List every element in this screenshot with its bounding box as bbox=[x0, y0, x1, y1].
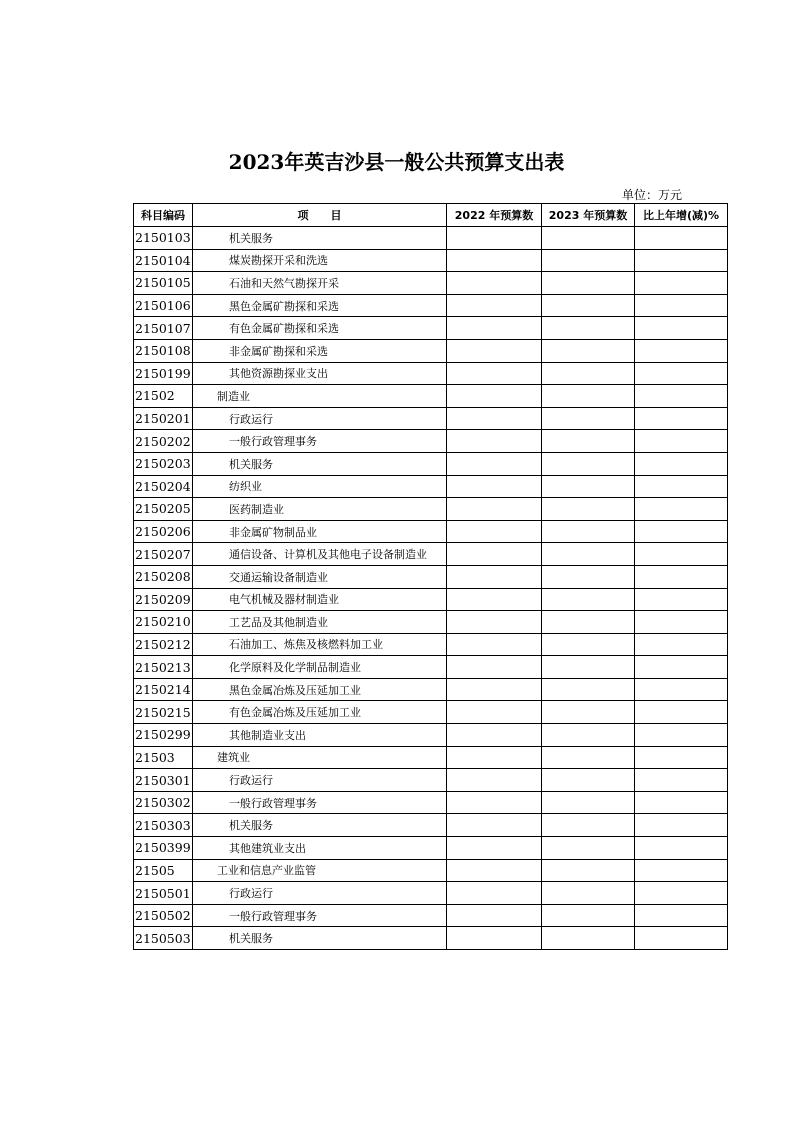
cell-budget-2022 bbox=[447, 543, 542, 566]
header-budget-2023: 2023 年预算数 bbox=[542, 204, 635, 227]
cell-name: 电气机械及器材制造业 bbox=[193, 588, 447, 611]
cell-name: 非金属矿物制品业 bbox=[193, 520, 447, 543]
cell-budget-2022 bbox=[447, 746, 542, 769]
cell-budget-2023 bbox=[542, 904, 635, 927]
cell-budget-2023 bbox=[542, 294, 635, 317]
cell-budget-2022 bbox=[447, 791, 542, 814]
cell-code: 2150214 bbox=[134, 678, 193, 701]
cell-budget-2023 bbox=[542, 407, 635, 430]
cell-name: 机关服务 bbox=[193, 452, 447, 475]
table-row bbox=[134, 520, 728, 543]
table-row bbox=[134, 430, 728, 453]
cell-budget-2022 bbox=[447, 927, 542, 950]
cell-budget-2023 bbox=[542, 769, 635, 792]
cell-budget-2023 bbox=[542, 385, 635, 408]
cell-code: 2150203 bbox=[134, 452, 193, 475]
cell-code: 2150209 bbox=[134, 588, 193, 611]
table-row bbox=[134, 385, 728, 408]
cell-name: 其他建筑业支出 bbox=[193, 837, 447, 860]
table-row bbox=[134, 611, 728, 634]
cell-change bbox=[635, 294, 728, 317]
table-row bbox=[134, 656, 728, 679]
cell-budget-2022 bbox=[447, 882, 542, 905]
cell-budget-2022 bbox=[447, 294, 542, 317]
cell-change bbox=[635, 498, 728, 521]
cell-budget-2023 bbox=[542, 837, 635, 860]
cell-change bbox=[635, 837, 728, 860]
cell-change bbox=[635, 249, 728, 272]
cell-budget-2022 bbox=[447, 452, 542, 475]
cell-budget-2023 bbox=[542, 633, 635, 656]
cell-budget-2023 bbox=[542, 882, 635, 905]
cell-budget-2022 bbox=[447, 430, 542, 453]
table-row bbox=[134, 769, 728, 792]
table-row bbox=[134, 791, 728, 814]
cell-code: 2150210 bbox=[134, 611, 193, 634]
table-row bbox=[134, 701, 728, 724]
cell-budget-2022 bbox=[447, 498, 542, 521]
cell-change bbox=[635, 317, 728, 340]
header-name: 项 目 bbox=[193, 204, 447, 227]
cell-change bbox=[635, 227, 728, 250]
cell-change bbox=[635, 724, 728, 747]
header-budget-2022: 2022 年预算数 bbox=[447, 204, 542, 227]
table-row bbox=[134, 904, 728, 927]
cell-code: 2150107 bbox=[134, 317, 193, 340]
table-row bbox=[134, 543, 728, 566]
cell-change bbox=[635, 362, 728, 385]
cell-budget-2022 bbox=[447, 475, 542, 498]
cell-name: 一般行政管理事务 bbox=[193, 904, 447, 927]
budget-table bbox=[133, 203, 728, 950]
cell-name: 石油加工、炼焦及核燃料加工业 bbox=[193, 633, 447, 656]
cell-name: 黑色金属矿勘探和采选 bbox=[193, 294, 447, 317]
table-row bbox=[134, 882, 728, 905]
cell-change bbox=[635, 633, 728, 656]
cell-name: 建筑业 bbox=[193, 746, 447, 769]
cell-name: 有色金属矿勘探和采选 bbox=[193, 317, 447, 340]
cell-code: 2150399 bbox=[134, 837, 193, 860]
cell-change bbox=[635, 407, 728, 430]
cell-name: 机关服务 bbox=[193, 814, 447, 837]
cell-budget-2022 bbox=[447, 565, 542, 588]
cell-code: 2150212 bbox=[134, 633, 193, 656]
cell-change bbox=[635, 611, 728, 634]
cell-budget-2022 bbox=[447, 588, 542, 611]
table-row bbox=[134, 633, 728, 656]
cell-change bbox=[635, 678, 728, 701]
cell-budget-2022 bbox=[447, 701, 542, 724]
cell-budget-2023 bbox=[542, 249, 635, 272]
cell-budget-2022 bbox=[447, 520, 542, 543]
cell-budget-2023 bbox=[542, 339, 635, 362]
cell-budget-2022 bbox=[447, 724, 542, 747]
cell-budget-2023 bbox=[542, 452, 635, 475]
table-row bbox=[134, 362, 728, 385]
cell-budget-2023 bbox=[542, 430, 635, 453]
cell-name: 医药制造业 bbox=[193, 498, 447, 521]
cell-budget-2022 bbox=[447, 317, 542, 340]
cell-code: 21505 bbox=[134, 859, 193, 882]
cell-name: 纺织业 bbox=[193, 475, 447, 498]
cell-budget-2023 bbox=[542, 543, 635, 566]
cell-code: 2150207 bbox=[134, 543, 193, 566]
cell-budget-2023 bbox=[542, 859, 635, 882]
unit-label: 单位：万元 bbox=[622, 188, 683, 202]
cell-code: 2150299 bbox=[134, 724, 193, 747]
cell-name: 机关服务 bbox=[193, 227, 447, 250]
cell-code: 2150106 bbox=[134, 294, 193, 317]
cell-change bbox=[635, 520, 728, 543]
cell-budget-2022 bbox=[447, 611, 542, 634]
cell-change bbox=[635, 791, 728, 814]
cell-change bbox=[635, 927, 728, 950]
cell-code: 2150105 bbox=[134, 272, 193, 295]
table-row bbox=[134, 339, 728, 362]
table-row bbox=[134, 814, 728, 837]
cell-budget-2023 bbox=[542, 746, 635, 769]
cell-change bbox=[635, 565, 728, 588]
cell-code: 2150303 bbox=[134, 814, 193, 837]
cell-budget-2022 bbox=[447, 656, 542, 679]
cell-change bbox=[635, 882, 728, 905]
cell-code: 21503 bbox=[134, 746, 193, 769]
cell-name: 工艺品及其他制造业 bbox=[193, 611, 447, 634]
cell-name: 行政运行 bbox=[193, 407, 447, 430]
cell-budget-2022 bbox=[447, 272, 542, 295]
cell-budget-2023 bbox=[542, 791, 635, 814]
cell-name: 其他资源勘探业支出 bbox=[193, 362, 447, 385]
cell-change bbox=[635, 859, 728, 882]
table-row bbox=[134, 498, 728, 521]
table-row bbox=[134, 588, 728, 611]
cell-budget-2022 bbox=[447, 227, 542, 250]
cell-change bbox=[635, 656, 728, 679]
cell-budget-2023 bbox=[542, 272, 635, 295]
table-row bbox=[134, 272, 728, 295]
cell-budget-2022 bbox=[447, 407, 542, 430]
cell-code: 2150301 bbox=[134, 769, 193, 792]
cell-budget-2022 bbox=[447, 249, 542, 272]
cell-change bbox=[635, 452, 728, 475]
cell-change bbox=[635, 543, 728, 566]
cell-code: 2150208 bbox=[134, 565, 193, 588]
cell-code: 2150213 bbox=[134, 656, 193, 679]
cell-budget-2023 bbox=[542, 678, 635, 701]
table-row bbox=[134, 227, 728, 250]
cell-budget-2023 bbox=[542, 565, 635, 588]
cell-budget-2022 bbox=[447, 859, 542, 882]
cell-budget-2022 bbox=[447, 769, 542, 792]
cell-change bbox=[635, 904, 728, 927]
cell-name: 其他制造业支出 bbox=[193, 724, 447, 747]
cell-code: 2150206 bbox=[134, 520, 193, 543]
table-row bbox=[134, 927, 728, 950]
cell-change bbox=[635, 769, 728, 792]
cell-code: 2150199 bbox=[134, 362, 193, 385]
cell-code: 2150503 bbox=[134, 927, 193, 950]
table-row bbox=[134, 452, 728, 475]
cell-budget-2023 bbox=[542, 656, 635, 679]
cell-name: 有色金属冶炼及压延加工业 bbox=[193, 701, 447, 724]
cell-code: 2150103 bbox=[134, 227, 193, 250]
cell-change bbox=[635, 385, 728, 408]
header-code: 科目编码 bbox=[134, 204, 193, 227]
cell-code: 2150201 bbox=[134, 407, 193, 430]
cell-name: 机关服务 bbox=[193, 927, 447, 950]
table-row bbox=[134, 565, 728, 588]
cell-budget-2023 bbox=[542, 701, 635, 724]
cell-change bbox=[635, 746, 728, 769]
cell-budget-2023 bbox=[542, 227, 635, 250]
table-body bbox=[134, 227, 728, 950]
cell-name: 煤炭勘探开采和洗选 bbox=[193, 249, 447, 272]
cell-name: 黑色金属冶炼及压延加工业 bbox=[193, 678, 447, 701]
cell-budget-2023 bbox=[542, 927, 635, 950]
header-change: 比上年增(减)% bbox=[635, 204, 728, 227]
cell-budget-2023 bbox=[542, 814, 635, 837]
cell-change bbox=[635, 339, 728, 362]
table-row bbox=[134, 678, 728, 701]
cell-name: 通信设备、计算机及其他电子设备制造业 bbox=[193, 543, 447, 566]
table-row bbox=[134, 837, 728, 860]
table-row bbox=[134, 475, 728, 498]
cell-code: 2150104 bbox=[134, 249, 193, 272]
cell-budget-2022 bbox=[447, 814, 542, 837]
cell-code: 21502 bbox=[134, 385, 193, 408]
cell-name: 行政运行 bbox=[193, 769, 447, 792]
cell-code: 2150302 bbox=[134, 791, 193, 814]
table-row bbox=[134, 294, 728, 317]
cell-budget-2022 bbox=[447, 678, 542, 701]
table-row bbox=[134, 407, 728, 430]
cell-code: 2150215 bbox=[134, 701, 193, 724]
cell-change bbox=[635, 272, 728, 295]
cell-budget-2023 bbox=[542, 520, 635, 543]
cell-change bbox=[635, 588, 728, 611]
cell-code: 2150502 bbox=[134, 904, 193, 927]
cell-budget-2023 bbox=[542, 588, 635, 611]
table-row bbox=[134, 249, 728, 272]
cell-budget-2022 bbox=[447, 385, 542, 408]
cell-budget-2022 bbox=[447, 633, 542, 656]
cell-budget-2022 bbox=[447, 904, 542, 927]
cell-budget-2023 bbox=[542, 317, 635, 340]
cell-change bbox=[635, 701, 728, 724]
table-row bbox=[134, 724, 728, 747]
cell-name: 一般行政管理事务 bbox=[193, 430, 447, 453]
cell-name: 非金属矿勘探和采选 bbox=[193, 339, 447, 362]
cell-change bbox=[635, 475, 728, 498]
cell-budget-2022 bbox=[447, 837, 542, 860]
cell-code: 2150108 bbox=[134, 339, 193, 362]
cell-code: 2150204 bbox=[134, 475, 193, 498]
cell-budget-2023 bbox=[542, 475, 635, 498]
cell-budget-2022 bbox=[447, 339, 542, 362]
cell-code: 2150205 bbox=[134, 498, 193, 521]
cell-name: 一般行政管理事务 bbox=[193, 791, 447, 814]
cell-budget-2023 bbox=[542, 724, 635, 747]
cell-budget-2023 bbox=[542, 362, 635, 385]
cell-code: 2150202 bbox=[134, 430, 193, 453]
cell-budget-2022 bbox=[447, 362, 542, 385]
table-row bbox=[134, 859, 728, 882]
cell-name: 工业和信息产业监管 bbox=[193, 859, 447, 882]
cell-name: 化学原料及化学制品制造业 bbox=[193, 656, 447, 679]
table-header-row bbox=[134, 204, 728, 227]
cell-code: 2150501 bbox=[134, 882, 193, 905]
cell-change bbox=[635, 814, 728, 837]
cell-name: 石油和天然气勘探开采 bbox=[193, 272, 447, 295]
cell-budget-2023 bbox=[542, 498, 635, 521]
table-row bbox=[134, 746, 728, 769]
table-row bbox=[134, 317, 728, 340]
cell-name: 行政运行 bbox=[193, 882, 447, 905]
page-title: 2023年英吉沙县一般公共预算支出表 bbox=[228, 150, 565, 174]
cell-name: 制造业 bbox=[193, 385, 447, 408]
cell-name: 交通运输设备制造业 bbox=[193, 565, 447, 588]
cell-budget-2023 bbox=[542, 611, 635, 634]
cell-change bbox=[635, 430, 728, 453]
